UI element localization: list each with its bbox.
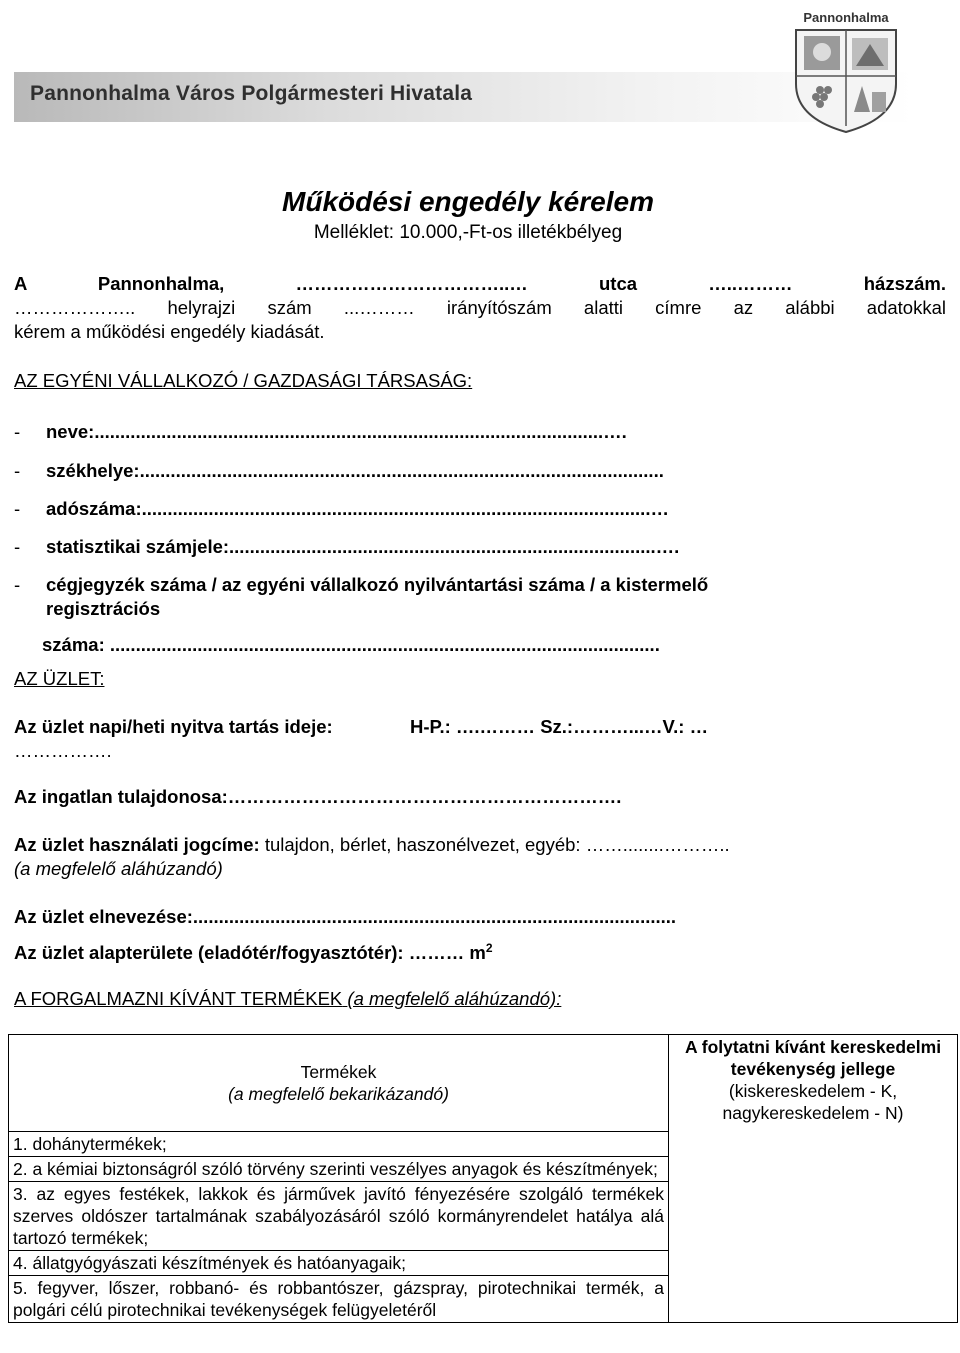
products-column-title: Termékek [300,1062,377,1082]
products-column-header [9,1035,669,1132]
products-heading-main: A FORGALMAZNI KÍVÁNT TERMÉKEK [14,988,343,1009]
product-row-2: 2. a kémiai biztonságról szóló törvény szerinti veszélyes anyagok és készítmények; [9,1157,669,1182]
property-owner-field: Az ingatlan tulajdonosa:………………………………………………………. [14,786,622,807]
usage-title-note: (a megfelelő aláhúzandó) [14,858,223,879]
opening-hours-value: H-P.: ….……… Sz.:………...…V.: … [410,716,709,737]
field-registration-line-1: cégjegyzék száma / az egyéni vállalkozó nyilvántartási száma / a kistermelő [46,574,709,595]
dash: - [14,498,21,519]
section-company-heading: AZ EGYÉNI VÁLLALKOZÓ / GAZDASÁGI TÁRSASÁG: [14,370,473,391]
dash: - [14,574,21,595]
intro-line-3: kérem a működési engedély kiadását. [14,321,325,342]
products-column-note: (a megfelelő bekarikázandó) [228,1084,449,1104]
section-shop-heading: AZ ÜZLET: [14,668,105,689]
products-heading [14,988,561,1010]
crest-shield-icon [792,26,900,134]
office-name: Pannonhalma Város Polgármesteri Hivatala [30,82,473,105]
product-row-4: 4. állatgyógyászati készítmények és hatóanyagaik; [9,1251,669,1276]
intro-line-2-text: ……………….. helyrajzi szám ...……… irányítószám alatti címre az alábbi adatokkal [14,297,946,318]
product-row-3: 3. az egyes festékek, lakkok és járművek javító fényezésére szolgáló termékek szerves oldószer tartalmának szabályozásáról szóló kormányrendelet hatálya alá tartozó termékek; [9,1182,669,1251]
shop-area-field [14,941,493,964]
field-name: neve:...................................................................................................…. [46,421,627,442]
opening-hours-continued: ……………. [14,740,112,761]
shop-area-label: Az üzlet alapterülete (eladótér/fogyasztótér): ……… m [14,942,486,964]
usage-title-row [14,834,730,856]
intro-line-2 [14,296,946,320]
product-row-1: 1. dohánytermékek; [9,1132,669,1157]
activity-type-column [669,1035,958,1323]
page-title: Működési engedély kérelem [282,186,654,217]
opening-hours-label: Az üzlet napi/heti nyitva tartás ideje: [14,716,333,737]
products-table [8,1034,958,1323]
dash: - [14,460,21,481]
shop-name-field: Az üzlet elnevezése:.............................................................................................. [14,906,677,927]
dash: - [14,536,21,557]
product-row-5: 5. fegyver, lőszer, robbanó- és robbantószer, gázspray, pirotechnikai termék, a polgári célú pirotechnikai tevékenységek felügyeletéről [9,1276,669,1323]
intro-line-1: A Pannonhalma, ……………………………..… utca …..……… házszám. [14,273,946,294]
field-seat: székhelye:...................................................................................................... [46,460,664,481]
field-registration-number: száma: ........................................................................................................... [42,634,660,655]
field-registration-line-2: regisztrációs [46,598,161,619]
dash: - [14,421,21,442]
products-heading-note: (a megfelelő aláhúzandó): [347,988,562,1009]
town-crest [776,4,916,134]
usage-title-label: Az üzlet használati jogcíme: [14,834,260,855]
crest-label: Pannonhalma [803,10,889,25]
page-subtitle: Melléklet: 10.000,-Ft-os illetékbélyeg [313,222,623,243]
field-stat-number: statisztikai számjele:...................................................................................…. [46,536,680,557]
usage-title-options: tulajdon, bérlet, haszonélvezet, egyéb: ……........……….. [264,834,730,855]
field-tax-number: adószáma:...................................................................................................… [46,498,669,519]
page-header [0,0,960,140]
table-header-row [9,1035,958,1132]
activity-type-title: A folytatni kívánt kereskedelmi tevékenység jellege [684,1037,942,1079]
shop-area-unit-exponent: 2 [485,941,493,955]
activity-type-note: (kiskereskedelem - K, nagykereskedelem - N) [722,1081,904,1123]
